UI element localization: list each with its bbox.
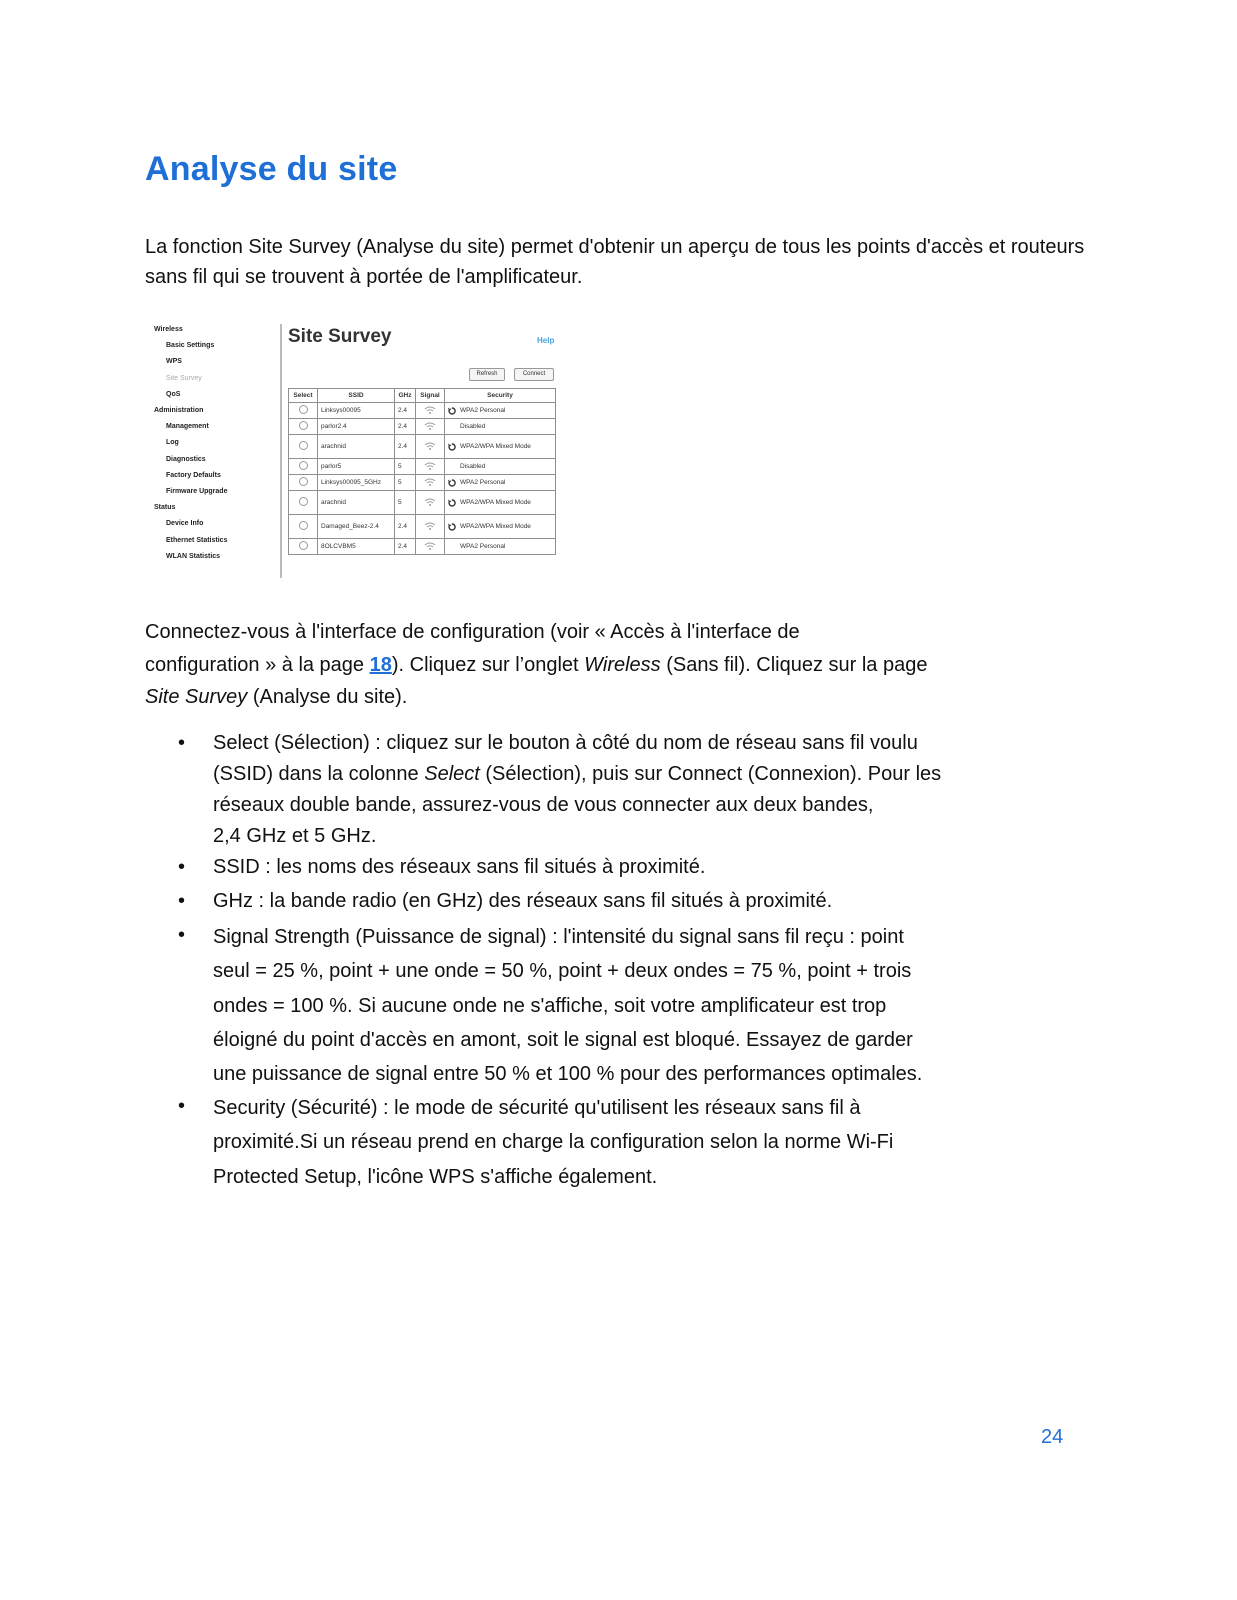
wps-icon	[448, 479, 456, 487]
column-header-ghz: GHz	[395, 389, 416, 403]
select-radio[interactable]	[299, 421, 308, 430]
signal-cell	[416, 475, 445, 491]
signal-cell	[416, 403, 445, 419]
signal-strength-icon	[424, 478, 436, 486]
ssid-cell: Linksys00095_5GHz	[318, 475, 395, 491]
site-survey-page-name: Site Survey	[145, 686, 248, 708]
select-cell	[289, 515, 318, 539]
select-radio[interactable]	[299, 405, 308, 414]
table-row	[289, 459, 556, 475]
list-item-text: GHz : la bande radio (en GHz) des réseaux sans fil situés à proximité.	[213, 890, 833, 912]
list-item-text: SSID : les noms des réseaux sans fil situés à proximité.	[213, 856, 706, 878]
table-row	[289, 419, 556, 435]
select-radio[interactable]	[299, 497, 308, 506]
select-cell	[289, 459, 318, 475]
select-column-name: Select	[424, 763, 480, 785]
ssid-cell: arachnid	[318, 491, 395, 515]
security-cell	[445, 515, 556, 539]
ghz-cell: 2.4	[395, 419, 416, 435]
instructions-paragraph	[145, 616, 1025, 714]
security-label: WPA2 Personal	[460, 479, 506, 486]
intro-paragraph: La fonction Site Survey (Analyse du site) permet d'obtenir un aperçu de tous les points d'accès et routeurs sans fil qui se trouvent à portée de l'amplificateur.	[145, 236, 1085, 288]
ghz-cell: 2.4	[395, 539, 416, 555]
ssid-cell: parlor5	[318, 459, 395, 475]
signal-strength-icon	[424, 422, 436, 430]
security-cell	[445, 419, 556, 435]
security-cell	[445, 475, 556, 491]
signal-strength-icon	[424, 522, 436, 530]
list-item-text	[213, 920, 1013, 1091]
text-line: proximité.Si un réseau prend en charge la configuration selon la norme Wi-Fi	[213, 1131, 894, 1154]
signal-cell	[416, 419, 445, 435]
signal-cell	[416, 459, 445, 475]
table-row	[289, 403, 556, 419]
screenshot-divider	[280, 324, 282, 578]
wps-icon	[448, 423, 456, 431]
security-label: WPA2/WPA Mixed Mode	[460, 499, 531, 506]
ssid-cell: Damaged_Beez-2.4	[318, 515, 395, 539]
site-survey-table	[288, 388, 556, 555]
column-header-select: Select	[289, 389, 318, 403]
table-row	[289, 435, 556, 459]
ssid-cell: 8OLCVBM5	[318, 539, 395, 555]
nav-item-site-survey[interactable]: Site Survey	[166, 374, 202, 382]
signal-cell	[416, 539, 445, 555]
site-survey-screenshot	[152, 322, 572, 590]
select-radio[interactable]	[299, 477, 308, 486]
ghz-cell: 2.4	[395, 403, 416, 419]
security-label: WPA2/WPA Mixed Mode	[460, 523, 531, 530]
bullet-icon: •	[178, 732, 186, 754]
nav-item-status[interactable]: Status	[154, 504, 176, 512]
bullet-icon: •	[178, 924, 186, 946]
page-title: Analyse du site	[145, 150, 398, 188]
text-line: éloigné du point d'accès en amont, soit le signal est bloqué. Essayez de garder	[213, 1028, 913, 1051]
column-header-signal: Signal	[416, 389, 445, 403]
signal-strength-icon	[424, 542, 436, 550]
nav-item-factory-defaults[interactable]: Factory Defaults	[166, 471, 221, 479]
text-line: 2,4 GHz et 5 GHz.	[213, 825, 377, 847]
instructions-text-1: Connectez-vous à l'interface de configuration (voir « Accès à l'interface de	[145, 621, 800, 643]
select-cell	[289, 539, 318, 555]
nav-item-diagnostics[interactable]: Diagnostics	[166, 455, 206, 463]
column-header-security: Security	[445, 389, 556, 403]
text-line: Signal Strength (Puissance de signal) : l'intensité du signal sans fil reçu : point	[213, 926, 904, 948]
table-row	[289, 491, 556, 515]
list-item-text	[213, 728, 1013, 852]
signal-cell	[416, 435, 445, 459]
nav-item-device-info[interactable]: Device Info	[166, 520, 204, 528]
wps-icon	[448, 443, 456, 451]
security-cell	[445, 435, 556, 459]
wps-icon	[448, 523, 456, 531]
ssid-cell: Linksys00095	[318, 403, 395, 419]
security-cell	[445, 491, 556, 515]
signal-cell	[416, 491, 445, 515]
text-line: Select (Sélection) : cliquez sur le bouton à côté du nom de réseau sans fil voulu	[213, 732, 918, 754]
table-header-row	[289, 389, 556, 403]
signal-strength-icon	[424, 442, 436, 450]
wireless-tab-name: Wireless	[584, 653, 661, 676]
instructions-text-4: (Sans fil). Cliquez sur la page	[660, 653, 928, 676]
bullet-icon: •	[178, 1095, 186, 1117]
wps-icon	[448, 543, 456, 551]
text-line: une puissance de signal entre 50 % et 100 % pour des performances optimales.	[213, 1063, 923, 1086]
nav-item-qos[interactable]: QoS	[166, 390, 181, 398]
ssid-cell: parlor2.4	[318, 419, 395, 435]
nav-item-log[interactable]: Log	[166, 439, 179, 447]
instructions-text-3: ). Cliquez sur l’onglet	[391, 653, 585, 676]
security-cell	[445, 403, 556, 419]
security-label: Disabled	[460, 463, 486, 470]
nav-item-administration[interactable]: Administration	[154, 407, 204, 414]
select-radio[interactable]	[299, 441, 308, 450]
text-line: ondes = 100 %. Si aucune onde ne s'affiche, soit votre amplificateur est trop	[213, 994, 887, 1017]
instructions-text-5: (Analyse du site).	[247, 686, 408, 708]
security-label: WPA2 Personal	[460, 543, 506, 550]
table-row	[289, 515, 556, 539]
signal-strength-icon	[424, 462, 436, 470]
select-cell	[289, 403, 318, 419]
instructions-text-2: configuration » à la page	[145, 653, 370, 676]
ghz-cell: 5	[395, 491, 416, 515]
nav-item-ethernet-statistics[interactable]: Ethernet Statistics	[166, 536, 228, 544]
wps-icon	[448, 499, 456, 507]
nav-item-management[interactable]: Management	[166, 423, 209, 431]
ssid-cell: arachnid	[318, 435, 395, 459]
select-radio[interactable]	[299, 461, 308, 470]
refresh-button[interactable]: Refresh	[469, 368, 505, 381]
table-row	[289, 475, 556, 491]
ghz-cell: 2.4	[395, 435, 416, 459]
wps-icon	[448, 463, 456, 471]
nav-item-basic-settings[interactable]: Basic Settings	[166, 342, 215, 350]
security-cell	[445, 539, 556, 555]
security-cell	[445, 459, 556, 475]
select-cell	[289, 435, 318, 459]
security-label: Disabled	[460, 423, 486, 430]
wps-icon	[448, 407, 456, 415]
connect-button[interactable]: Connect	[514, 368, 554, 381]
nav-item-wireless[interactable]: Wireless	[154, 326, 183, 333]
screenshot-title: Site Survey	[288, 326, 392, 347]
text-line: Protected Setup, l'icône WPS s'affiche également.	[213, 1165, 658, 1188]
nav-item-wlan-statistics[interactable]: WLAN Statistics	[166, 552, 221, 560]
security-label: WPA2 Personal	[460, 407, 506, 414]
select-cell	[289, 419, 318, 435]
list-item-text	[213, 1091, 1013, 1194]
help-link[interactable]: Help	[537, 336, 555, 345]
nav-item-wps[interactable]: WPS	[166, 358, 182, 366]
select-cell	[289, 475, 318, 491]
text-line: (Sélection), puis sur Connect (Connexion). Pour les	[479, 763, 942, 785]
security-label: WPA2/WPA Mixed Mode	[460, 443, 531, 450]
signal-cell	[416, 515, 445, 539]
page-18-link[interactable]: 18	[369, 653, 392, 676]
select-radio[interactable]	[299, 541, 308, 550]
select-cell	[289, 491, 318, 515]
text-line: réseaux double bande, assurez-vous de vous connecter aux deux bandes,	[213, 794, 874, 816]
column-header-ssid: SSID	[318, 389, 395, 403]
text-line: seul = 25 %, point + une onde = 50 %, point + deux ondes = 75 %, point + trois	[213, 960, 912, 983]
select-radio[interactable]	[299, 521, 308, 530]
nav-item-firmware-upgrade[interactable]: Firmware Upgrade	[166, 488, 228, 495]
text-line: (SSID) dans la colonne	[213, 763, 425, 785]
table-row	[289, 539, 556, 555]
signal-strength-icon	[424, 498, 436, 506]
bullet-icon: •	[178, 856, 186, 878]
ghz-cell: 5	[395, 475, 416, 491]
bullet-icon: •	[178, 890, 186, 912]
text-line: Security (Sécurité) : le mode de sécurité qu'utilisent les réseaux sans fil à	[213, 1097, 861, 1119]
page-number: 24	[1041, 1426, 1064, 1448]
signal-strength-icon	[424, 406, 436, 414]
ghz-cell: 5	[395, 459, 416, 475]
ghz-cell: 2.4	[395, 515, 416, 539]
